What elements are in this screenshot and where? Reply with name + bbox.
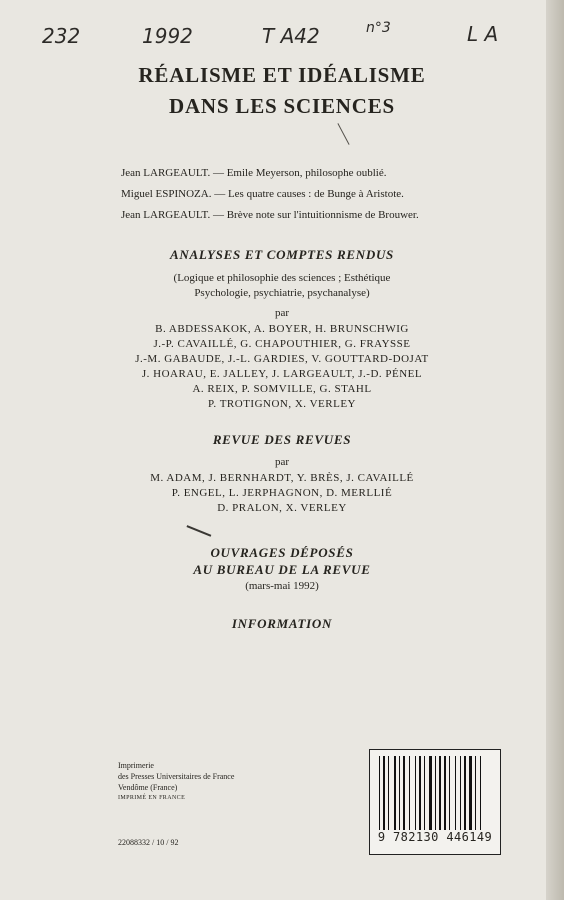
printer-line: Vendôme (France) bbox=[118, 783, 178, 792]
section-subtitle bbox=[0, 271, 564, 301]
contributor-line: J. HOARAU, E. JALLEY, J. LARGEAULT, J.-D. PÉNEL bbox=[141, 368, 423, 380]
barcode-bar bbox=[419, 756, 421, 830]
title-line: DANS LES SCIENCES bbox=[168, 94, 395, 118]
contributor-line: J.-P. CAVAILLÉ, G. CHAPOUTHIER, G. FRAYSSE bbox=[153, 338, 411, 350]
contributor-line: P. ENGEL, L. JERPHAGNON, D. MERLLIÉ bbox=[171, 487, 393, 499]
handwritten-note: 1992 bbox=[142, 24, 193, 48]
barcode-bars bbox=[379, 756, 491, 830]
contents-entry: Jean LARGEAULT. — Brève note sur l'intuitionnisme de Brouwer. bbox=[121, 209, 419, 221]
barcode-bar bbox=[480, 756, 481, 830]
pen-mark bbox=[337, 123, 349, 145]
by-label: par bbox=[274, 456, 290, 468]
contributor-line: D. PRALON, X. VERLEY bbox=[217, 502, 347, 514]
contributor-line: M. ADAM, J. BERNHARDT, Y. BRÈS, J. CAVAILLÉ bbox=[150, 472, 414, 484]
barcode-bar bbox=[475, 756, 476, 830]
pen-arrow-mark bbox=[187, 525, 212, 536]
barcode-bar bbox=[439, 756, 441, 830]
isbn-barcode bbox=[369, 749, 501, 855]
barcode-bar bbox=[429, 756, 432, 830]
contents-entry: Jean LARGEAULT. — Emile Meyerson, philosophe oublié. bbox=[121, 167, 387, 179]
contributor-line: B. ABDESSAKOK, A. BOYER, H. BRUNSCHWIG bbox=[155, 323, 409, 335]
by-label: par bbox=[274, 307, 290, 319]
barcode-bar bbox=[469, 756, 472, 830]
barcode-bar bbox=[449, 756, 450, 830]
barcode-bar bbox=[403, 756, 405, 830]
contributor-line: J.-M. GABAUDE, J.-L. GARDIES, V. GOUTTARD-DOJAT bbox=[135, 353, 429, 365]
barcode-bar bbox=[424, 756, 425, 830]
printer-imprint bbox=[118, 760, 234, 804]
barcode-bar bbox=[444, 756, 446, 830]
barcode-bar bbox=[460, 756, 461, 830]
barcode-bar bbox=[388, 756, 389, 830]
subtitle-line: Psychologie, psychiatrie, psychanalyse) bbox=[194, 287, 370, 299]
barcode-bar bbox=[394, 756, 396, 830]
section-heading: ANALYSES ET COMPTES RENDUS bbox=[170, 247, 394, 262]
barcode-bar bbox=[399, 756, 400, 830]
handwritten-note: T A42 bbox=[262, 24, 320, 48]
contributor-list bbox=[0, 322, 564, 412]
section-dates: (mars-mai 1992) bbox=[245, 580, 319, 592]
revue-section bbox=[0, 432, 564, 516]
page-title bbox=[0, 60, 564, 122]
analyses-section bbox=[0, 247, 564, 412]
printer-line: des Presses Universitaires de France bbox=[118, 772, 235, 781]
section-heading: AU BUREAU DE LA REVUE bbox=[193, 562, 371, 577]
title-line: RÉALISME ET IDÉALISME bbox=[138, 63, 426, 87]
barcode-bar bbox=[379, 756, 380, 830]
section-heading: INFORMATION bbox=[231, 616, 333, 631]
barcode-bar bbox=[435, 756, 436, 830]
section-heading: OUVRAGES DÉPOSÉS bbox=[210, 545, 354, 560]
ouvrages-section bbox=[0, 544, 564, 594]
information-section bbox=[0, 616, 564, 632]
subtitle-line: (Logique et philosophie des sciences ; Esthétique bbox=[173, 272, 391, 284]
handwritten-note: 232 bbox=[42, 24, 81, 48]
table-of-contents bbox=[121, 163, 541, 226]
barcode-bar bbox=[455, 756, 456, 830]
handwritten-note: n°3 bbox=[366, 20, 391, 36]
handwritten-annotations bbox=[40, 20, 540, 52]
barcode-digits: 9 782130 446149 bbox=[377, 830, 493, 844]
section-heading: REVUE DES REVUES bbox=[212, 432, 352, 447]
print-code: 22088332 / 10 / 92 bbox=[118, 838, 179, 847]
barcode-bar bbox=[409, 756, 410, 830]
barcode-bar bbox=[464, 756, 466, 830]
contributor-list bbox=[0, 471, 564, 516]
contributor-line: A. REIX, P. SOMVILLE, G. STAHL bbox=[192, 383, 372, 395]
printer-line: IMPRIMÉ EN FRANCE bbox=[118, 795, 186, 801]
handwritten-note: L A bbox=[467, 22, 499, 46]
contents-entry: Miguel ESPINOZA. — Les quatre causes : de Bunge à Aristote. bbox=[121, 188, 404, 200]
barcode-bar bbox=[415, 756, 416, 830]
printer-line: Imprimerie bbox=[118, 761, 154, 770]
contributor-line: P. TROTIGNON, X. VERLEY bbox=[208, 398, 356, 410]
barcode-bar bbox=[383, 756, 385, 830]
